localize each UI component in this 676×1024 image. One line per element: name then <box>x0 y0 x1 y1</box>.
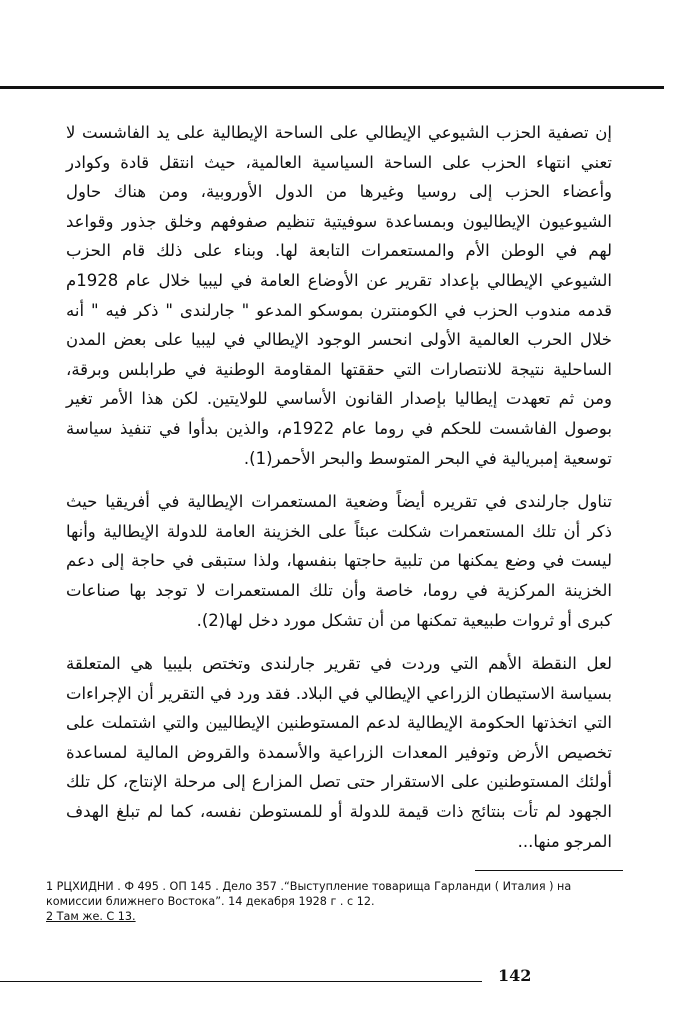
footnote-separator <box>475 870 623 871</box>
header-rule <box>0 86 664 89</box>
footnote-2: 2 Там же. С 13. <box>46 910 136 923</box>
footer-rule <box>0 981 482 982</box>
paragraph-3: لعل النقطة الأهم التي وردت في تقرير جارلندى وتختص بليبيا هي المتعلقة بسياسة الاستيطان الزراعي الإيطالي في البلاد. فقد ورد في التقرير أن الإجراءات التي اتخذتها الحكومة الإيطالية لدعم المستوطنين الإيطاليين والتي اشتملت على تخصيص الأرض وتوفير المعدات الزراعية والأسمدة والقروض المالية لمساعدة أولئك المستوطنين على الاستقرار حتى تصل المزارع إلى مرحلة الإنتاج، كل تلك الجهود لم تأت بنتائج ذات قيمة للدولة أو للمستوطن نفسه، كما لم تبلغ الهدف المرجو منها... <box>66 654 612 851</box>
footnote-1: 1 РЦХИДНИ . Ф 495 . ОП 145 . Дело 357 .“Выступление товарища Гарланди ( Италия ) на комиссии ближнего Востока”. 14 декабря 1928 г . с 12. <box>46 880 572 908</box>
page-number: 142 <box>498 966 532 985</box>
footnotes <box>46 879 624 924</box>
paragraph-2: تناول جارلندى في تقريره أيضاً وضعية المستعمرات الإيطالية في أفريقيا حيث ذكر أن تلك المستعمرات شكلت عبئاً على الخزينة العامة للدولة الإيطالية وأنها ليست في وضع يمكنها من تلبية حاجتها بنفسها، ولذا ستبقى في حاجة إلى دعم الخزينة المركزية في روما، خاصة وأن تلك المستعمرات لا توجد بها صناعات كبرى أو ثروات طبيعية تمكنها من أن تشكل مورد دخل لها(2). <box>66 492 612 630</box>
main-text <box>66 118 612 870</box>
paragraph-1: إن تصفية الحزب الشيوعي الإيطالي على الساحة الإيطالية على يد الفاشست لا تعني انتهاء الحزب على الساحة السياسية العالمية، حيث انتقل قادة وكوادر وأعضاء الحزب إلى روسيا وغيرها من الدول الأوروبية، ومن هناك حاول الشيوعيون الإيطاليون وبمساعدة سوفيتية تنظيم صفوفهم وخلق جذور وقواعد لهم في الوطن الأم والمستعمرات التابعة لها. وبناء على ذلك قام الحزب الشيوعي الإيطالي بإعداد تقرير عن الأوضاع العامة في ليبيا خلال عام 1928م قدمه مندوب الحزب في الكومنترن بموسكو المدعو " جارلندى " ذكر فيه " أنه خلال الحرب العالمية الأولى انحسر الوجود الإيطالي في ليبيا على بعض المدن الساحلية نتيجة للانتصارات التي حققتها المقاومة الوطنية في طرابلس وبرقة، ومن ثم تعهدت إيطاليا بإصدار القانون الأساسي للولايتين. لكن هذا الأمر تغير بوصول الفاشست للحكم في روما عام 1922م، والذين بدأوا في تنفيذ سياسة توسعية إمبريالية في البحر المتوسط والبحر الأحمر(1). <box>66 123 613 468</box>
